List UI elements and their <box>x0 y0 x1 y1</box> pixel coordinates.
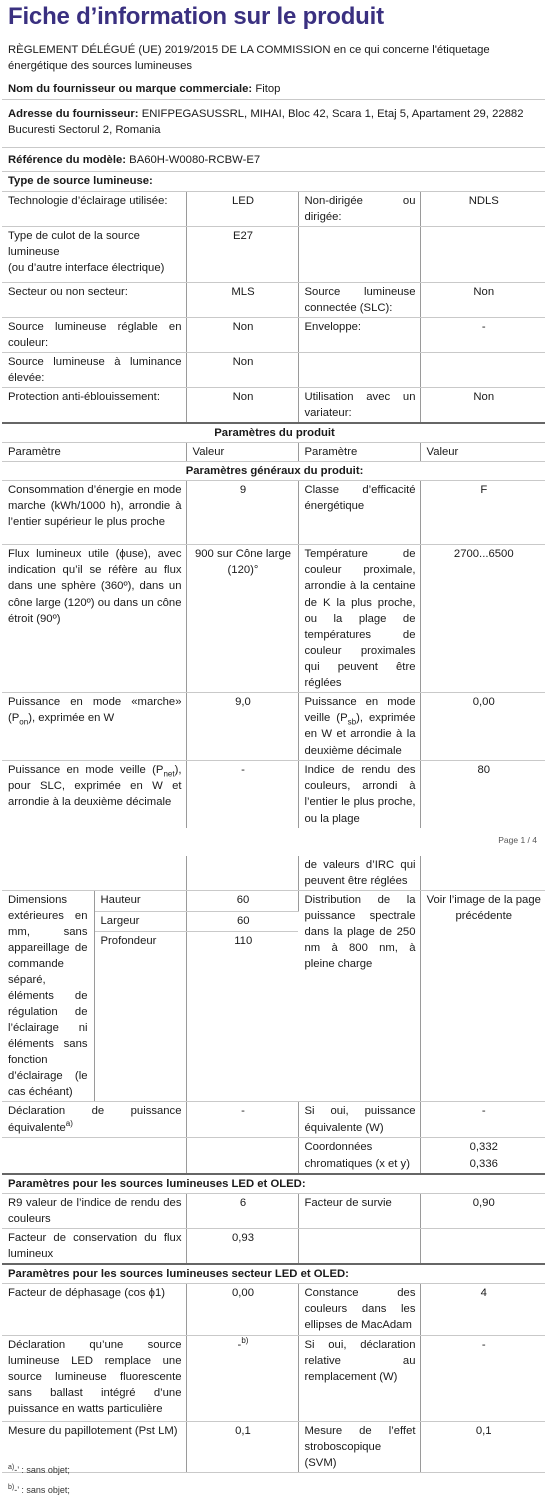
empty-cell <box>420 856 545 891</box>
mains-params-heading: Paramètres pour les sources lumineuses secteur LED et OLED: <box>2 1264 545 1284</box>
param-value: Non <box>186 318 298 353</box>
param-label: Mesure de l’effet stroboscopique (SVM) <box>298 1422 420 1473</box>
param-label: Indice de rendu des couleurs, arrondi à l’entier le plus proche, ou la plage <box>298 761 420 828</box>
footnote-ref: a) <box>65 1118 73 1128</box>
general-params-header-row <box>2 462 545 481</box>
led-row-lumen-maintenance <box>2 1229 545 1265</box>
param-value: - <box>420 318 545 353</box>
param-value: 9,0 <box>186 693 298 761</box>
param-label: Source lumineuse à luminance élevée: <box>2 353 186 388</box>
param-value: E27 <box>186 227 298 283</box>
dimension-value: 60 <box>186 911 298 932</box>
param-value-text: - <box>237 1339 242 1352</box>
param-label: Constance des couleurs dans les ellipses de MacAdam <box>298 1284 420 1336</box>
chroma-y: 0,336 <box>469 1157 498 1170</box>
empty-cell <box>2 1138 186 1174</box>
param-value: MLS <box>186 283 298 318</box>
mains-row-replacement <box>2 1336 545 1422</box>
column-header-value: Valeur <box>420 443 545 462</box>
equivalent-power-row <box>2 1102 545 1138</box>
param-label: Coordonnées chromatiques (x et y) <box>298 1138 420 1174</box>
param-label-part: Puissance en mode «marche» (P <box>8 696 182 725</box>
model-reference-row <box>2 148 545 172</box>
column-header-row <box>2 443 545 462</box>
product-info-table-page2 <box>2 856 545 1473</box>
param-value <box>186 1336 298 1422</box>
param-label: Secteur ou non secteur: <box>2 283 186 318</box>
param-value: 9 <box>186 481 298 545</box>
param-value: - <box>420 1102 545 1138</box>
type-row-high-luminance <box>2 353 545 388</box>
param-value: F <box>420 481 545 545</box>
product-params-header-row <box>2 423 545 443</box>
dimension-value: 60 <box>186 891 298 912</box>
param-label: Mesure du papillotement (Pst LM) <box>2 1422 186 1473</box>
param-label-part: ), exprimée en W <box>28 712 115 725</box>
type-row-technology <box>2 192 545 227</box>
supplier-name-row <box>2 80 545 100</box>
dimensions-height-row <box>2 891 545 912</box>
supplier-name-label: Nom du fournisseur ou marque commerciale: <box>8 83 253 95</box>
param-value: Voir l’image de la page précédente <box>420 891 545 1102</box>
param-label-subscript: on <box>19 717 29 727</box>
general-row-flux <box>2 545 545 693</box>
model-reference-label: Référence du modèle: <box>8 154 127 166</box>
mains-header-row <box>2 1264 545 1284</box>
param-label: Facteur de survie <box>298 1194 420 1229</box>
param-value: 80 <box>477 764 491 777</box>
param-value: 0,00 <box>420 693 545 761</box>
footnote-text: -’ : sans objet; <box>14 1485 70 1495</box>
param-label: Flux lumineux utile (ϕuse), avec indication qu’il se réfère au flux dans une sphère (360º), dans un cône large (120º) ou dans un cône étroit (90º) <box>2 545 186 693</box>
page-number: Page 1 / 4 <box>498 835 537 845</box>
empty-cell <box>186 856 298 891</box>
product-info-table-page1 <box>2 80 545 828</box>
param-value <box>420 1138 545 1174</box>
model-reference-value: BA60H-W0080-RCBW-E7 <box>129 154 261 166</box>
param-value <box>420 227 545 283</box>
param-label <box>298 693 420 761</box>
param-label <box>2 761 186 828</box>
param-label: de valeurs d’IRC qui peuvent être réglées <box>298 856 420 891</box>
param-label: Technologie d’éclairage utilisée: <box>2 192 186 227</box>
column-header-param: Paramètre <box>2 443 186 462</box>
param-value: Non <box>186 388 298 424</box>
column-header-param: Paramètre <box>298 443 420 462</box>
footnote-b <box>8 1484 70 1497</box>
param-label <box>298 227 420 283</box>
general-row-energy <box>2 481 545 545</box>
param-label-part: ), pour SLC, exprimée en W et arrondie à la deuxième décimale <box>8 764 182 809</box>
param-label <box>298 353 420 388</box>
param-label-subscript: net <box>163 769 175 779</box>
param-label: Facteur de conservation du flux lumineux <box>2 1229 186 1265</box>
param-value: 0,90 <box>420 1194 545 1229</box>
general-row-power <box>2 693 545 761</box>
param-value <box>420 1229 545 1265</box>
param-label: Facteur de déphasage (cos ϕ1) <box>2 1284 186 1336</box>
mains-row-flicker <box>2 1422 545 1473</box>
param-label: Source lumineuse réglable en couleur: <box>2 318 186 353</box>
param-label-part: Déclaration de puissance équivalente <box>8 1105 182 1134</box>
param-label <box>298 1229 420 1265</box>
chromaticity-row <box>2 1138 545 1174</box>
param-value: 0,00 <box>186 1284 298 1336</box>
empty-cell <box>186 1138 298 1174</box>
chroma-x: 0,332 <box>469 1141 498 1154</box>
footnote-mark: a) <box>8 1464 15 1471</box>
type-section-heading: Type de source lumineuse: <box>2 172 545 192</box>
param-label: Utilisation avec un variateur: <box>298 388 420 424</box>
general-row-standby-net <box>2 761 545 828</box>
param-value: - <box>186 761 298 828</box>
param-label: Si oui, puissance équivalente (W) <box>298 1102 420 1138</box>
param-value: 900 sur Cône large (120)° <box>186 545 298 693</box>
supplier-address-value: ENIFPEGASUSSRL, MIHAI, Bloc 42, Scara 1, Etaj 5, Apartament 29, 22882 Bucuresti Sectorul 2, Romania <box>8 108 524 137</box>
dimension-name: Profondeur <box>94 932 186 1102</box>
param-value: 2700...6500 <box>420 545 545 693</box>
dimension-name: Hauteur <box>94 891 186 912</box>
footnote-a <box>8 1464 70 1477</box>
general-params-heading: Paramètres généraux du produit: <box>2 462 545 481</box>
param-label: Classe d’efficacité énergétique <box>298 481 420 545</box>
type-row-anti-glare <box>2 388 545 424</box>
dimensions-label: Dimensions extérieures en mm, sans appareillage de commande séparé, éléments de régulation de l’éclairage ni éléments sans fonction d’éclairage (le cas échéant) <box>2 891 94 1102</box>
supplier-address-label: Adresse du fournisseur: <box>8 108 139 120</box>
product-params-heading: Paramètres du produit <box>2 423 545 443</box>
param-label <box>2 693 186 761</box>
param-label: Distribution de la puissance spectrale dans la plage de 250 nm à 800 nm, à pleine charge <box>298 891 420 1102</box>
param-label <box>2 227 186 283</box>
param-value <box>420 353 545 388</box>
dimension-value: 110 <box>186 932 298 1102</box>
param-label: Déclaration qu’une source lumineuse LED remplace une source lumineuse fluorescente sans ballast intégré d’une puissance en watts particulière <box>2 1336 186 1422</box>
param-label-part: Puissance en mode veille (P <box>304 696 416 725</box>
param-value: 0,93 <box>186 1229 298 1265</box>
param-value: 6 <box>186 1194 298 1229</box>
param-value: 4 <box>420 1284 545 1336</box>
param-value: 0,1 <box>186 1422 298 1473</box>
param-value: 0,1 <box>420 1422 545 1473</box>
param-value: NDLS <box>420 192 545 227</box>
dimension-name: Largeur <box>94 911 186 932</box>
param-value: Non <box>420 388 545 424</box>
type-row-mains <box>2 283 545 318</box>
led-row-r9 <box>2 1194 545 1229</box>
param-label-part: ), exprimée en W et arrondie à la deuxième décimale <box>304 712 416 757</box>
type-row-color-tunable <box>2 318 545 353</box>
param-label: Consommation d’énergie en mode marche (kWh/1000 h), arrondie à l’entier supérieur le plus proche <box>2 481 186 545</box>
footnote-ref: b) <box>241 1336 249 1346</box>
footnote-text: -’ : sans objet; <box>14 1465 70 1475</box>
supplier-address-row <box>2 100 545 148</box>
param-label-subscript: sb <box>347 717 357 727</box>
page-title: Fiche d’information sur le produit <box>8 3 384 30</box>
param-value: - <box>186 1102 298 1138</box>
param-label: R9 valeur de l’indice de rendu des couleurs <box>2 1194 186 1229</box>
param-label: Source lumineuse connectée (SLC): <box>298 283 420 318</box>
param-label: Température de couleur proximale, arrondie à la centaine de K la plus proche, ou la plage de températures de couleur proximales qui peuvent être réglées <box>298 545 420 693</box>
supplier-name-value: Fitop <box>255 83 281 95</box>
param-label: Enveloppe: <box>298 318 420 353</box>
mains-row-displacement <box>2 1284 545 1336</box>
cri-continuation-row <box>2 856 545 891</box>
param-label: Non-dirigée ou dirigée: <box>298 192 420 227</box>
param-value: Non <box>186 353 298 388</box>
param-label: Si oui, déclaration relative au remplacement (W) <box>298 1336 420 1422</box>
footnote-mark: b) <box>8 1484 15 1491</box>
regulation-text: RÈGLEMENT DÉLÉGUÉ (UE) 2019/2015 DE LA COMMISSION en ce qui concerne l'étiquetage énergétique des sources lumineuses <box>8 44 490 73</box>
param-value: Non <box>420 283 545 318</box>
param-label-line: (ou d’autre interface électrique) <box>8 262 165 275</box>
param-label-part: Puissance en mode veille (P <box>8 764 164 777</box>
type-row-cap <box>2 227 545 283</box>
type-section-row <box>2 172 545 192</box>
column-header-value: Valeur <box>186 443 298 462</box>
led-params-heading: Paramètres pour les sources lumineuses LED et OLED: <box>2 1174 545 1194</box>
led-header-row <box>2 1174 545 1194</box>
param-label: Protection anti-éblouissement: <box>2 388 186 424</box>
param-label-line: Type de culot de la source lumineuse <box>8 230 140 259</box>
param-label <box>2 1102 186 1138</box>
empty-cell <box>2 856 186 891</box>
param-value: LED <box>186 192 298 227</box>
param-value: - <box>420 1336 545 1422</box>
